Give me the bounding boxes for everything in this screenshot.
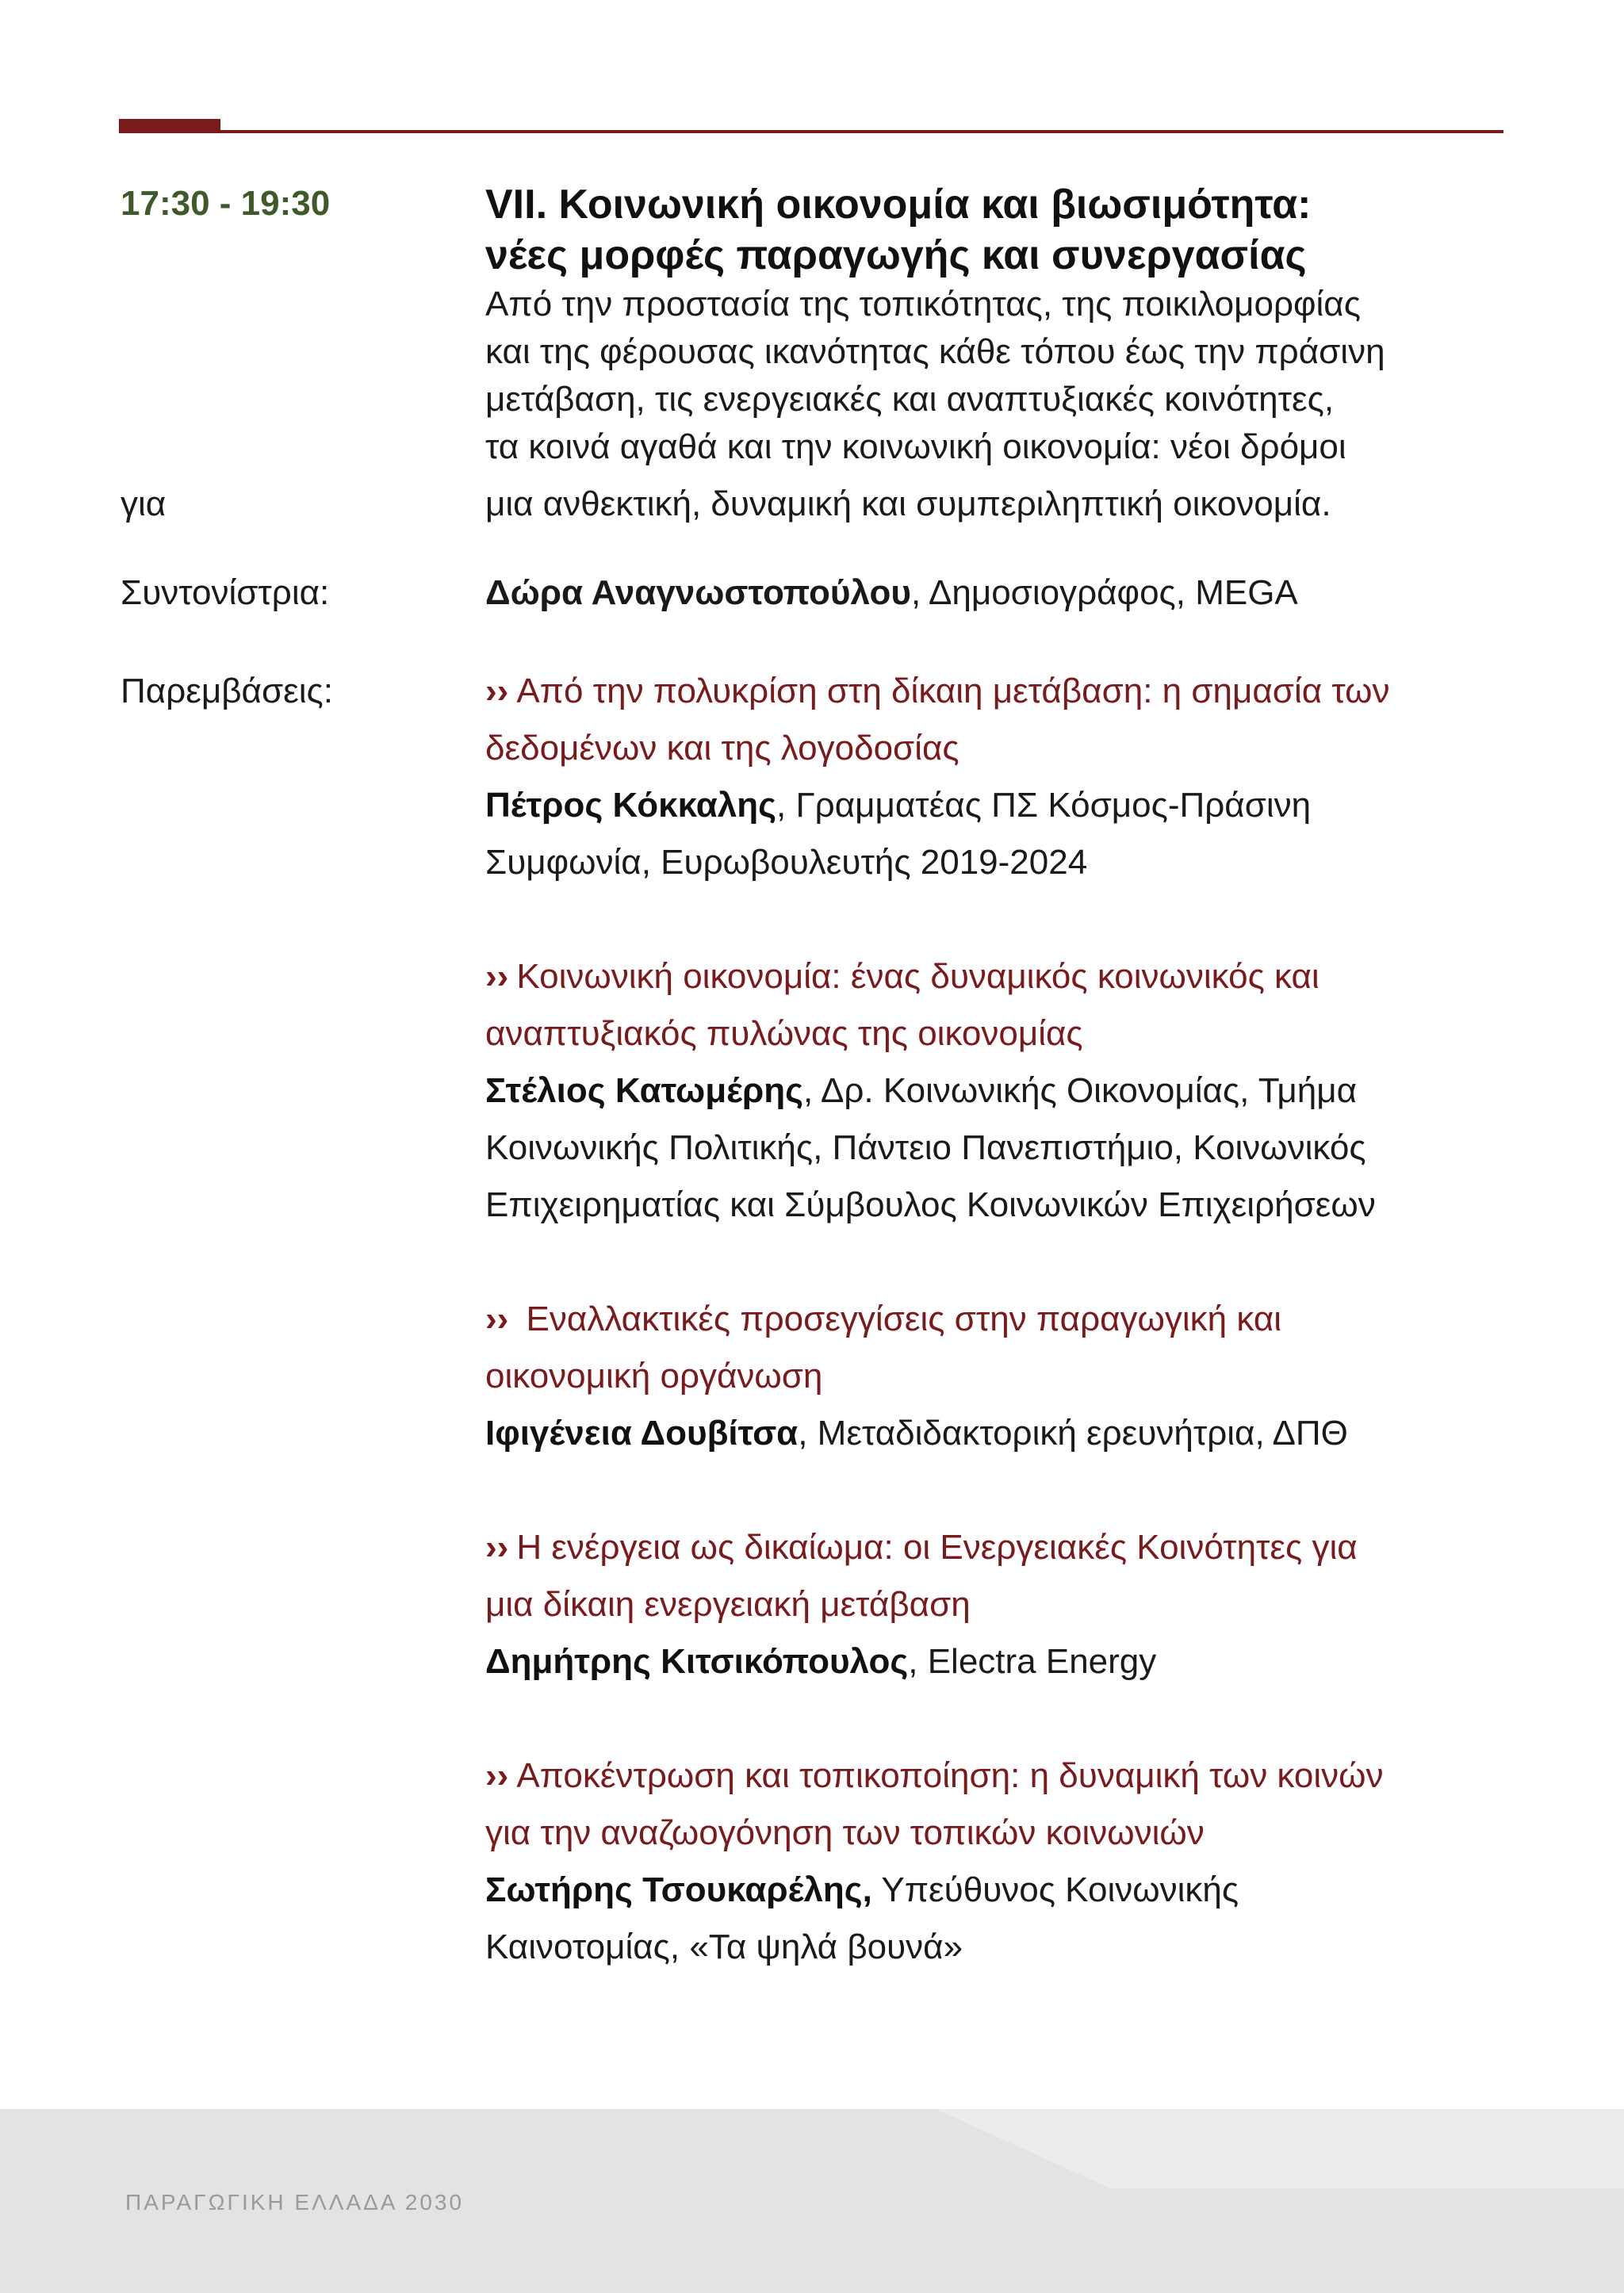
talk-item xyxy=(485,1748,1508,1976)
talk-item xyxy=(485,948,1508,1234)
talk-item xyxy=(485,663,1508,891)
talk-speaker xyxy=(485,1633,1508,1690)
talk-item xyxy=(485,1519,1508,1690)
chevron-icon: ›› xyxy=(485,957,509,996)
talk-speaker xyxy=(485,1062,1508,1234)
speaker-name: Στέλιος Κατωμέρης xyxy=(485,1071,803,1110)
header-rule-accent xyxy=(119,119,220,133)
speaker-name: Δημήτρης Κιτσικόπουλος xyxy=(485,1642,909,1681)
session-description-last-line: μια ανθεκτική, δυναμική και συμπεριληπτική οικονομία. xyxy=(485,484,1331,523)
chevron-icon: ›› xyxy=(485,1300,509,1338)
speaker-name: Σωτήρης Τσουκαρέλης, xyxy=(485,1870,872,1909)
speaker-role: , Γραμματέας ΠΣ Κόσμος-Πράσινη Συμφωνία, Ευρωβουλευτής 2019-2024 xyxy=(485,786,1312,882)
session-title: VII. Κοινωνική οικονομία και βιωσιμότητα: νέες μορφές παραγωγής και συνεργασίας xyxy=(485,182,1312,278)
talk-speaker xyxy=(485,777,1508,891)
speaker-role: , Μεταδιδακτορική ερευνήτρια, ΔΠΘ xyxy=(798,1414,1348,1453)
talk-speaker xyxy=(485,1405,1508,1462)
talk-title: ›› Κοινωνική οικονομία: ένας δυναμικός κοινωνικός και αναπτυξιακός πυλώνας της οικονομίας xyxy=(485,957,1320,1053)
chevron-icon: ›› xyxy=(485,1528,509,1567)
chevron-icon: ›› xyxy=(485,1756,509,1795)
moderator xyxy=(485,565,1508,622)
speaker-role: Υπεύθυνος Κοινωνικής Καινοτομίας, «Τα ψηλά βουνά» xyxy=(485,1870,1239,1966)
speaker-name: Πέτρος Κόκκαλης xyxy=(485,786,776,825)
moderator-name: Δώρα Αναγνωστοπούλου xyxy=(485,573,911,612)
footer-text: ΠΑΡΑΓΩΓΙΚΗ ΕΛΛΑΔΑ 2030 xyxy=(125,2190,465,2215)
session-description-left-word: για xyxy=(121,484,167,523)
talk-item xyxy=(485,1291,1508,1462)
talk-title: ›› Αποκέντρωση και τοπικοποίηση: η δυναμική των κοινών για την αναζωογόνηση των τοπικών κοινωνιών xyxy=(485,1756,1384,1852)
moderator-role: , Δημοσιογράφος, MEGA xyxy=(910,573,1298,612)
chevron-icon: ›› xyxy=(485,672,509,710)
talk-title: ›› Εναλλακτικές προσεγγίσεις στην παραγωγική και οικονομική οργάνωση xyxy=(485,1300,1282,1395)
talks-label: Παρεμβάσεις: xyxy=(121,672,333,710)
talk-title: ›› Από την πολυκρίση στη δίκαιη μετάβαση: η σημασία των δεδομένων και της λογοδοσίας xyxy=(485,672,1390,768)
talk-speaker xyxy=(485,1862,1508,1976)
header-rule-line xyxy=(119,130,1503,133)
speaker-role: , Δρ. Κοινωνικής Οικονομίας, Τμήμα Κοινωνικής Πολιτικής, Πάντειο Πανεπιστήμιο, Κοινωνικός Επιχειρηματίας και Σύμβουλος Κοινωνικών Επιχειρήσεων xyxy=(485,1071,1376,1224)
session-description: Από την προστασία της τοπικότητας, της ποικιλομορφίας και της φέρουσας ικανότητας κάθε τόπου έως την πράσινη μετάβαση, τις ενεργειακές και αναπτυξιακές κοινότητες, τα κοινά αγαθά και την κοινωνική οικονομία: νέοι δρόμοι xyxy=(485,285,1385,466)
speaker-name: Ιφιγένεια Δουβίτσα xyxy=(485,1414,799,1453)
speaker-role: , Electra Energy xyxy=(908,1642,1157,1681)
talk-title: ›› Η ενέργεια ως δικαίωμα: οι Ενεργειακές Κοινότητες για μια δίκαιη ενεργειακή μετάβαση xyxy=(485,1528,1358,1624)
session-time: 17:30 - 19:30 xyxy=(121,184,331,223)
talks-list xyxy=(485,663,1508,1976)
moderator-label: Συντονίστρια: xyxy=(121,573,330,612)
session-header xyxy=(485,179,1508,471)
